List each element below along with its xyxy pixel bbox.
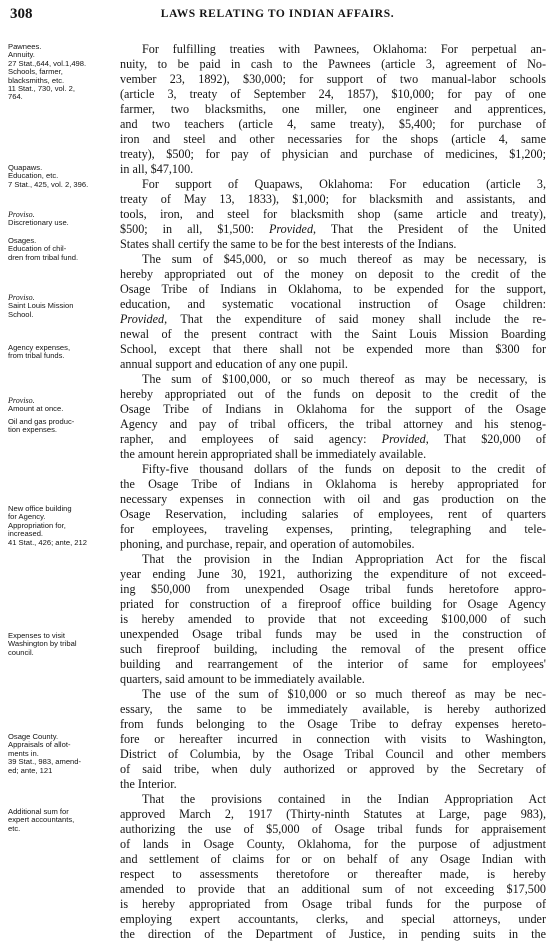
text-line: of lands in Osage County, Oklahoma, for the purpose of adjustment [120, 837, 546, 851]
text-line: District of Columbia, by the Osage Tribal Council and other members [120, 747, 546, 761]
text-line: hereby appropriated out of the money on deposit to the credit of the [120, 267, 546, 281]
margin-note [8, 164, 114, 189]
text-line: necessary expenses in connection with oil and gas production on the [120, 492, 546, 506]
paragraph [120, 372, 546, 462]
margin-note-line: 39 Stat., 983, amend- [8, 758, 82, 767]
paragraph [120, 552, 546, 687]
text-line: iron and steel and other necessaries for the shops (article 4, same [120, 132, 546, 146]
text-line: the Osage Tribe of Indians in Oklahoma is hereby appropriated for [120, 477, 546, 491]
margin-note-line: ments in. [8, 749, 39, 758]
margin-note-line: for Agency. [8, 513, 46, 522]
margin-note-line: 764. [8, 93, 23, 102]
text-line: nuity, to be paid in cash to the Pawnees (article 3, agreement of No- [120, 57, 546, 71]
margin-note [8, 211, 114, 228]
text-line: Osage Tribe of Indians in Oklahoma for the support of the Osage [120, 402, 546, 416]
text-line: quarters, said amount to be immediately available. [120, 672, 365, 686]
margin-note [8, 294, 114, 319]
text-line: Osage Tribe of Indians in Oklahoma, to be expended for the support, [120, 282, 546, 296]
text-line: Fifty-five thousand dollars of the funds on deposit to the credit of [142, 462, 546, 476]
margin-note-line: Schools, farmer, [8, 68, 63, 77]
margin-note [8, 808, 114, 833]
text-line: ing $50,000 from unexpended Osage tribal funds heretofore appro- [120, 582, 546, 596]
text-line: building and rearrangement of the interior of same for employees' [120, 657, 546, 671]
text-line: Agency and pay of tribal officers, the tribal attorney and his stenog- [120, 417, 546, 431]
margin-note [8, 733, 114, 775]
text-line: Osage Reservation, including salaries of employees, rent of quarters [120, 507, 546, 521]
margin-note-line: 27 Stat.,644, vol.1,498. [8, 59, 87, 68]
text-line: unexpended Osage tribal funds may be used in the construction of [120, 627, 546, 641]
text-line: The sum of $100,000, or so much thereof as may be necessary, is [142, 372, 546, 386]
margin-note-line: Appropriation for, [8, 521, 66, 530]
margin-note-line: blacksmiths, etc. [8, 76, 65, 85]
margin-note-line: expert accountants, [8, 816, 75, 825]
margin-note-line: Proviso. [8, 397, 35, 405]
margin-note-line: Additional sum for [8, 808, 69, 816]
margin-note-line: Expenses to visit [8, 632, 65, 640]
text-line: For fulfilling treaties with Pawnees, Oklahoma: For perpetual an- [142, 42, 546, 56]
text-line: education, and systematic vocational instruction of Osage children: [120, 297, 546, 311]
text-line: respect to assessments theretofore or thereafter made, is hereby [120, 867, 546, 881]
text-line: Provided, That the expenditure of said money shall include the re- [120, 312, 546, 326]
margin-note-line: School. [8, 310, 34, 319]
text-line: fore or hereafter incurred in connection with visits to Washington, [120, 732, 546, 746]
margin-note-line: Oil and gas produc- [8, 418, 75, 426]
text-line: employing expert accountants, clerks, and special attorneys, under [120, 912, 546, 926]
text-line: farmer, two blacksmiths, one miller, one engineer and apprentices, [120, 102, 546, 116]
margin-note-line: tion expenses. [8, 426, 57, 435]
text-line: phoning, and purchase, repair, and operation of automobiles. [120, 537, 415, 551]
margin-note [8, 43, 114, 102]
margin-note-line: council. [8, 648, 34, 657]
text-line: year ending June 30, 1921, authorizing the expenditure of not exceed- [120, 567, 546, 581]
margin-note [8, 632, 114, 657]
paragraph [120, 177, 546, 252]
text-line: the direction of the Department of Justice, in pending suits in the [120, 927, 546, 941]
margin-note [8, 505, 114, 547]
margin-note-line: Proviso. [8, 211, 35, 219]
margin-note-line: Proviso. [8, 294, 35, 302]
text-line: authorizing the use of $5,000 of Osage tribal funds for appraisement [120, 822, 546, 836]
running-head: LAWS RELATING TO INDIAN AFFAIRS. [160, 8, 395, 20]
margin-note-line: Education of chil- [8, 245, 67, 254]
text-line: The use of the sum of $10,000 or so much thereof as may be nec- [142, 687, 546, 701]
margin-note-line: Agency expenses, [8, 344, 71, 352]
margin-note-line: dren from tribal fund. [8, 253, 79, 262]
page-header [10, 6, 545, 26]
text-line: such fireproof building, including the removal of the present office [120, 642, 546, 656]
margin-note-line: Pawnees. [8, 43, 42, 51]
text-line: (article 3, treaty of September 24, 1857), $10,000; for pay of one [120, 87, 546, 101]
text-line: from funds belonging to the Osage Tribe to defray expenses hereto- [120, 717, 546, 731]
margin-note-line: 7 Stat., 425, vol. 2, 396. [8, 180, 89, 189]
text-line: hereby appropriated out of the funds on deposit to the credit of the [120, 387, 546, 401]
text-line: amended to provide that an additional sum of not exceeding $17,500 [120, 882, 546, 896]
margin-note-line: Osages. [8, 237, 37, 245]
margin-note-line: Amount at once. [8, 405, 64, 414]
text-line: essary, the same to be immediately available, is hereby authorized [120, 702, 546, 716]
text-line: the amount herein appropriated shall be immediately available. [120, 447, 427, 461]
margin-note-line: 11 Stat., 730, vol. 2, [8, 85, 75, 94]
text-line: For support of Quapaws, Oklahoma: For education (article 3, [142, 177, 546, 191]
margin-note-line: increased. [8, 530, 44, 539]
margin-note-line: Education, etc. [8, 172, 59, 181]
margin-note [8, 344, 114, 361]
text-line: $500; in all, $1,500: Provided, That the President of the United [120, 222, 546, 236]
margin-note [8, 237, 114, 262]
paragraph [120, 792, 546, 942]
text-line: priated for construction of a fireproof office building for Osage Agency [120, 597, 546, 611]
text-line: That the provisions contained in the Indian Appropriation Act [142, 792, 546, 806]
paragraph [120, 687, 546, 792]
text-line: for employees, traveling expenses, printing, telegraphing and tele- [120, 522, 546, 536]
margin-note-line: ed; ante, 121 [8, 766, 53, 775]
text-line: of said tribe, when duly authorized or approved by the Secretary of [120, 762, 546, 776]
margin-note-line: Appraisals of allot- [8, 741, 71, 750]
margin-note-line: etc. [8, 824, 21, 833]
margin-note [8, 418, 114, 435]
margin-note-line: 41 Stat., 426; ante, 212 [8, 538, 87, 547]
text-line: and two teachers (article 4, same treaty), $5,400; for purchase of [120, 117, 546, 131]
paragraph [120, 462, 546, 552]
text-line: newal of the present contract with the Saint Louis Mission Boarding [120, 327, 546, 341]
text-line: vember 23, 1892), $30,000; for support of two manual-labor schools [120, 72, 546, 86]
paragraph [120, 42, 546, 177]
page-number: 308 [10, 6, 33, 22]
margin-note-line: from tribal funds. [8, 352, 65, 361]
text-line: is hereby amended to provide that not exceeding $100,000 of such [120, 612, 546, 626]
text-line: treaty), $500; for pay of physician and purchase of medicines, $1,200; [120, 147, 546, 161]
text-line: The sum of $45,000, or so much thereof as may be necessary, is [142, 252, 546, 266]
margin-note-line: Washington by tribal [8, 640, 77, 649]
text-line: annual support and education of any one pupil. [120, 357, 348, 371]
margin-note-line: New office building [8, 505, 72, 513]
text-line: is hereby appropriated from Osage tribal funds for the purpose of [120, 897, 546, 911]
text-line: tools, iron, and steel for blacksmith shop (same article and treaty), [120, 207, 546, 221]
text-line: in all, $47,100. [120, 162, 194, 176]
text-line: School, except that there shall not be expended more than $300 for [120, 342, 546, 356]
text-line: treaty of May 13, 1833), $1,000; for blacksmith and assistants, and [120, 192, 546, 206]
margin-note-line: Saint Louis Mission [8, 302, 74, 311]
margin-note-line: Quapaws. [8, 164, 43, 172]
text-line: the Interior. [120, 777, 177, 791]
body-text [120, 42, 546, 942]
text-line: and settlement of claims for or on behalf of any Osage Indian with [120, 852, 546, 866]
margin-note [8, 397, 114, 414]
paragraph [120, 252, 546, 372]
margin-note-line: Osage County. [8, 733, 59, 741]
text-line: States shall certify the same to be for the best interests of the Indians. [120, 237, 457, 251]
margin-note-line: Discretionary use. [8, 219, 69, 228]
text-line: rapher, and employees of said agency: Provided, That $20,000 of [120, 432, 546, 446]
margin-note-line: Annuity. [8, 51, 35, 60]
text-line: That the provision in the Indian Appropriation Act for the fiscal [142, 552, 546, 566]
text-line: approved March 2, 1917 (Thirty-ninth Statutes at Large, page 983), [120, 807, 546, 821]
